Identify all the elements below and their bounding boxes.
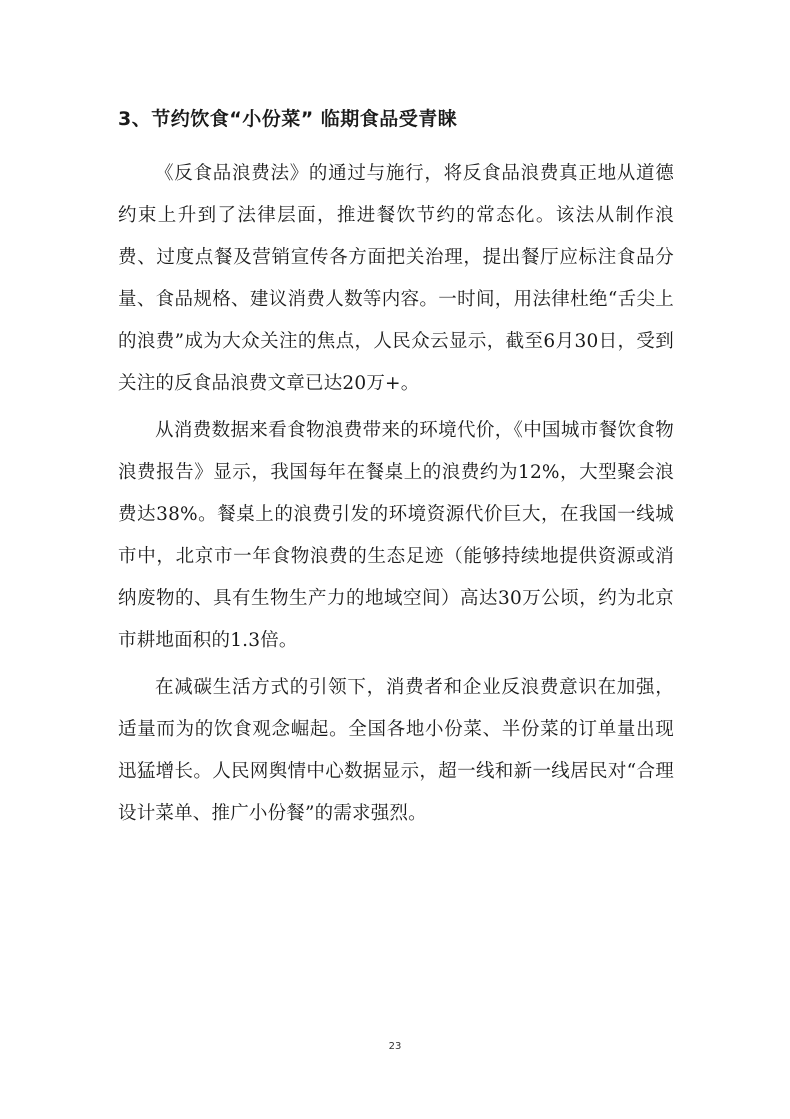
document-body	[118, 153, 674, 835]
paragraph-2: 从消费数据来看食物浪费带来的环境代价，《中国城市餐饮食物浪费报告》显示，我国每年在餐桌上的浪费约为12%，大型聚会浪费达38%。餐桌上的浪费引发的环境资源代价巨大，在我国一线城市中，北京市一年食物浪费的生态足迹（能够持续地提供资源或消纳废物的、具有生物生产力的地域空间）高达30万公顷，约为北京市耕地面积的1.3倍。	[118, 420, 674, 651]
paragraph-1: 《反食品浪费法》的通过与施行，将反食品浪费真正地从道德约束上升到了法律层面，推进餐饮节约的常态化。该法从制作浪费、过度点餐及营销宣传各方面把关治理，提出餐厅应标注食品分量、食品规格、建议消费人数等内容。一时间，用法律杜绝“舌尖上的浪费”成为大众关注的焦点，人民众云显示，截至6月30日，受到关注的反食品浪费文章已达20万+。	[118, 163, 674, 394]
paragraph-3: 在减碳生活方式的引领下，消费者和企业反浪费意识在加强，适量而为的饮食观念崛起。全国各地小份菜、半份菜的订单量出现迅猛增长。人民网舆情中心数据显示，超一线和新一线居民对“合理设计菜单、推广小份餐”的需求强烈。	[118, 677, 674, 824]
page-number: 23	[388, 1041, 402, 1052]
section-heading: 3、节约饮食“小份菜” 临期食品受青睐	[118, 108, 458, 130]
